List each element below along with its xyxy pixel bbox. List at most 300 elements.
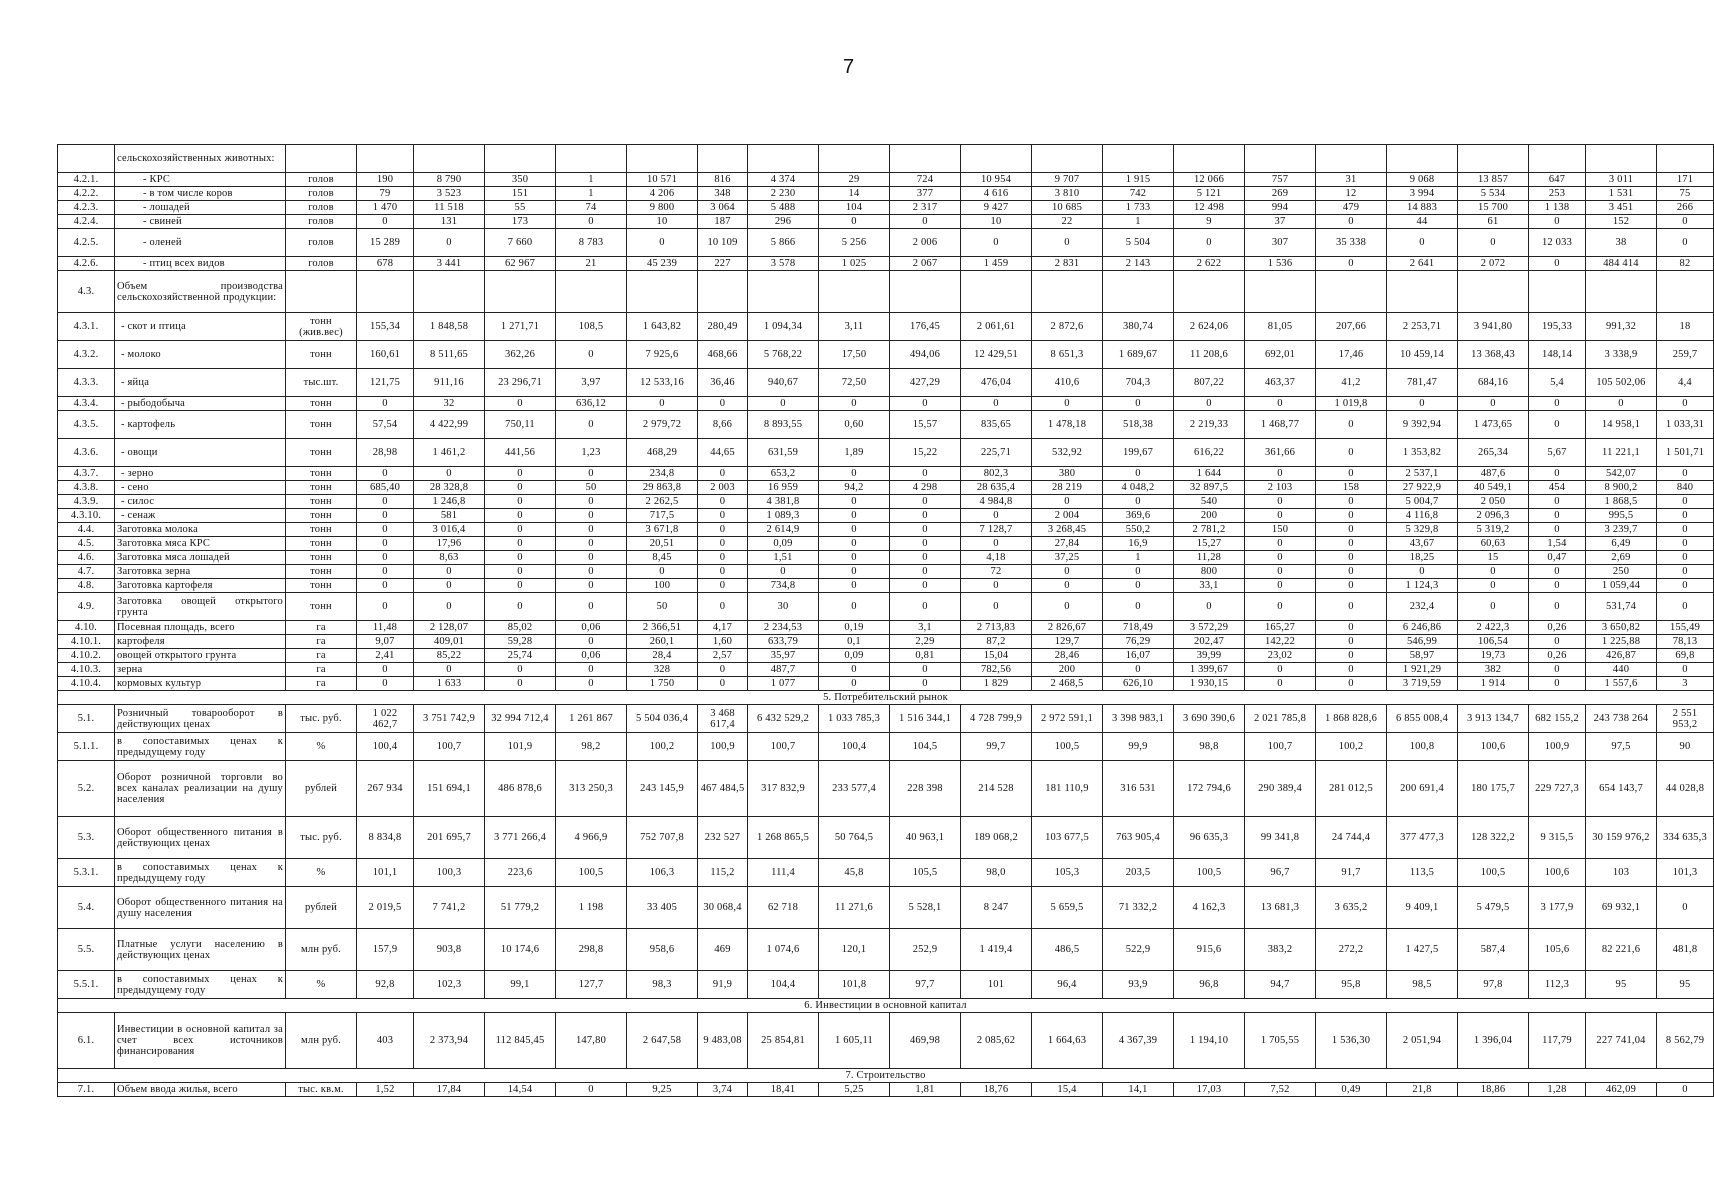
- value-cell: 0: [357, 663, 414, 677]
- value-cell: 0: [485, 537, 556, 551]
- value-cell: 807,22: [1174, 369, 1245, 397]
- indicator-name: Заготовка молока: [115, 523, 286, 537]
- value-cell: 3 635,2: [1316, 887, 1387, 929]
- value-cell: 45,8: [819, 859, 890, 887]
- indicator-name: - скот и птица: [115, 313, 286, 341]
- value-cell: 636,12: [556, 397, 627, 411]
- value-cell: 377 477,3: [1387, 817, 1458, 859]
- table-row: [58, 579, 1714, 593]
- value-cell: 2 253,71: [1387, 313, 1458, 341]
- unit: тонн: [286, 523, 357, 537]
- value-cell: 8 562,79: [1657, 1013, 1714, 1069]
- value-cell: [556, 145, 627, 173]
- value-cell: 18,76: [961, 1083, 1032, 1097]
- table-row: [58, 859, 1714, 887]
- value-cell: 100,9: [698, 733, 748, 761]
- indicator-name: кормовых культур: [115, 677, 286, 691]
- value-cell: 22: [1032, 215, 1103, 229]
- value-cell: 0: [1103, 495, 1174, 509]
- value-cell: 653,2: [748, 467, 819, 481]
- value-cell: 15,04: [961, 649, 1032, 663]
- value-cell: 0: [819, 523, 890, 537]
- value-cell: 0: [1316, 621, 1387, 635]
- value-cell: 120,1: [819, 929, 890, 971]
- value-cell: 0: [1103, 565, 1174, 579]
- unit: га: [286, 677, 357, 691]
- value-cell: 0: [357, 397, 414, 411]
- value-cell: 223,6: [485, 859, 556, 887]
- value-cell: 9 427: [961, 201, 1032, 215]
- value-cell: 0: [357, 523, 414, 537]
- value-cell: 203,5: [1103, 859, 1174, 887]
- indicator-name: Заготовка мяса КРС: [115, 537, 286, 551]
- value-cell: 704,3: [1103, 369, 1174, 397]
- row-number: 4.2.5.: [58, 229, 115, 257]
- value-cell: 0: [1032, 565, 1103, 579]
- value-cell: 0: [1529, 663, 1586, 677]
- value-cell: 29: [819, 173, 890, 187]
- value-cell: 28 219: [1032, 481, 1103, 495]
- value-cell: 33,1: [1174, 579, 1245, 593]
- value-cell: 69,8: [1657, 649, 1714, 663]
- table-row: [58, 173, 1714, 187]
- row-number: 5.1.: [58, 705, 115, 733]
- value-cell: 0: [1657, 509, 1714, 523]
- value-cell: 91,7: [1316, 859, 1387, 887]
- unit: тонн (жив.вес): [286, 313, 357, 341]
- value-cell: [1529, 145, 1586, 173]
- value-cell: 0: [1245, 593, 1316, 621]
- value-cell: 24 744,4: [1316, 817, 1387, 859]
- value-cell: 1 531: [1586, 187, 1657, 201]
- value-cell: 99,1: [485, 971, 556, 999]
- value-cell: 0: [890, 467, 961, 481]
- value-cell: [1174, 145, 1245, 173]
- value-cell: 1 399,67: [1174, 663, 1245, 677]
- value-cell: 1 194,10: [1174, 1013, 1245, 1069]
- indicator-name: - в том числе коров: [115, 187, 286, 201]
- value-cell: 0: [748, 397, 819, 411]
- value-cell: 9: [1174, 215, 1245, 229]
- value-cell: 100,5: [1174, 859, 1245, 887]
- value-cell: 0: [819, 397, 890, 411]
- value-cell: 0,06: [556, 649, 627, 663]
- value-cell: [357, 145, 414, 173]
- value-cell: 479: [1316, 201, 1387, 215]
- value-cell: 8 651,3: [1032, 341, 1103, 369]
- value-cell: 0: [1316, 565, 1387, 579]
- value-cell: 96,4: [1032, 971, 1103, 999]
- value-cell: 0: [485, 397, 556, 411]
- value-cell: 57,54: [357, 411, 414, 439]
- value-cell: 0: [1316, 579, 1387, 593]
- value-cell: 0: [485, 663, 556, 677]
- indicator-name: овощей открытого грунта: [115, 649, 286, 663]
- value-cell: 469: [698, 929, 748, 971]
- value-cell: 95,8: [1316, 971, 1387, 999]
- section-header-row: [58, 1069, 1714, 1083]
- value-cell: 0: [1103, 397, 1174, 411]
- unit: [286, 145, 357, 173]
- unit: тонн: [286, 397, 357, 411]
- unit: тыс.шт.: [286, 369, 357, 397]
- indicator-name: в сопоставимых ценах к предыдущему году: [115, 971, 286, 999]
- value-cell: 99,9: [1103, 733, 1174, 761]
- value-cell: 21,8: [1387, 1083, 1458, 1097]
- value-cell: 3 398 983,1: [1103, 705, 1174, 733]
- indicator-name: - оленей: [115, 229, 286, 257]
- value-cell: 734,8: [748, 579, 819, 593]
- value-cell: 1 461,2: [414, 439, 485, 467]
- value-cell: 940,67: [748, 369, 819, 397]
- row-number: 4.3.6.: [58, 439, 115, 467]
- value-cell: 1 915: [1103, 173, 1174, 187]
- value-cell: 0: [890, 397, 961, 411]
- value-cell: 108,5: [556, 313, 627, 341]
- value-cell: 243 145,9: [627, 761, 698, 817]
- value-cell: 10 109: [698, 229, 748, 257]
- value-cell: 1,28: [1529, 1083, 1586, 1097]
- indicator-name: сельскохозяйственных животных:: [115, 145, 286, 173]
- value-cell: 0,26: [1529, 621, 1586, 635]
- value-cell: 616,22: [1174, 439, 1245, 467]
- value-cell: 21: [556, 257, 627, 271]
- value-cell: [485, 145, 556, 173]
- value-cell: 2 373,94: [414, 1013, 485, 1069]
- value-cell: 2 050: [1458, 495, 1529, 509]
- value-cell: 915,6: [1174, 929, 1245, 971]
- value-cell: 85,02: [485, 621, 556, 635]
- value-cell: 121,75: [357, 369, 414, 397]
- value-cell: 0: [1529, 593, 1586, 621]
- value-cell: 0: [1032, 495, 1103, 509]
- value-cell: 7 660: [485, 229, 556, 257]
- indicator-name: Заготовка овощей открытого грунта: [115, 593, 286, 621]
- value-cell: 5 504: [1103, 229, 1174, 257]
- value-cell: 1 643,82: [627, 313, 698, 341]
- value-cell: 151 694,1: [414, 761, 485, 817]
- value-cell: 1 848,58: [414, 313, 485, 341]
- value-cell: 176,45: [890, 313, 961, 341]
- value-cell: 15 289: [357, 229, 414, 257]
- value-cell: [698, 145, 748, 173]
- value-cell: 2 537,1: [1387, 467, 1458, 481]
- table-row: [58, 677, 1714, 691]
- value-cell: 1 459: [961, 257, 1032, 271]
- value-cell: 0: [1316, 257, 1387, 271]
- value-cell: 0: [819, 565, 890, 579]
- value-cell: 10 459,14: [1387, 341, 1458, 369]
- unit: га: [286, 635, 357, 649]
- value-cell: 103: [1586, 859, 1657, 887]
- value-cell: 45 239: [627, 257, 698, 271]
- value-cell: 0: [357, 593, 414, 621]
- value-cell: 0: [1245, 579, 1316, 593]
- value-cell: 348: [698, 187, 748, 201]
- value-cell: 101: [961, 971, 1032, 999]
- value-cell: 94,2: [819, 481, 890, 495]
- value-cell: 518,38: [1103, 411, 1174, 439]
- row-number: 5.4.: [58, 887, 115, 929]
- value-cell: 229 727,3: [1529, 761, 1586, 817]
- value-cell: 2,41: [357, 649, 414, 663]
- value-cell: 5 121: [1174, 187, 1245, 201]
- value-cell: [698, 271, 748, 313]
- unit: тонн: [286, 537, 357, 551]
- value-cell: 44 028,8: [1657, 761, 1714, 817]
- value-cell: 0: [556, 341, 627, 369]
- value-cell: 752 707,8: [627, 817, 698, 859]
- value-cell: 550,2: [1103, 523, 1174, 537]
- table-row: [58, 649, 1714, 663]
- value-cell: 28 635,4: [961, 481, 1032, 495]
- table-row: [58, 369, 1714, 397]
- value-cell: [961, 271, 1032, 313]
- value-cell: 250: [1586, 565, 1657, 579]
- value-cell: 1 705,55: [1245, 1013, 1316, 1069]
- value-cell: 427,29: [890, 369, 961, 397]
- value-cell: 377: [890, 187, 961, 201]
- unit: голов: [286, 257, 357, 271]
- unit: тонн: [286, 467, 357, 481]
- table-row: [58, 621, 1714, 635]
- table-row: [58, 467, 1714, 481]
- value-cell: 23,02: [1245, 649, 1316, 663]
- value-cell: 4 422,99: [414, 411, 485, 439]
- value-cell: 62 967: [485, 257, 556, 271]
- value-cell: 17,84: [414, 1083, 485, 1097]
- value-cell: 5 488: [748, 201, 819, 215]
- value-cell: 0: [1529, 467, 1586, 481]
- unit: га: [286, 649, 357, 663]
- value-cell: 16,9: [1103, 537, 1174, 551]
- value-cell: 44: [1387, 215, 1458, 229]
- indicator-name: - птиц всех видов: [115, 257, 286, 271]
- value-cell: 296: [748, 215, 819, 229]
- value-cell: 0: [556, 411, 627, 439]
- value-cell: 1 268 865,5: [748, 817, 819, 859]
- row-number: 5.3.: [58, 817, 115, 859]
- value-cell: 1 396,04: [1458, 1013, 1529, 1069]
- value-cell: 0: [1458, 229, 1529, 257]
- value-cell: 3 572,29: [1174, 621, 1245, 635]
- value-cell: 581: [414, 509, 485, 523]
- value-cell: 8 511,65: [414, 341, 485, 369]
- value-cell: 454: [1529, 481, 1586, 495]
- value-cell: 106,3: [627, 859, 698, 887]
- unit: га: [286, 621, 357, 635]
- value-cell: 36,46: [698, 369, 748, 397]
- value-cell: 0: [1657, 215, 1714, 229]
- value-cell: 82 221,6: [1586, 929, 1657, 971]
- value-cell: 105,3: [1032, 859, 1103, 887]
- value-cell: 3 268,45: [1032, 523, 1103, 537]
- value-cell: 40 549,1: [1458, 481, 1529, 495]
- value-cell: 13 857: [1458, 173, 1529, 187]
- value-cell: 17,03: [1174, 1083, 1245, 1097]
- value-cell: 382: [1458, 663, 1529, 677]
- value-cell: 92,8: [357, 971, 414, 999]
- value-cell: 5 504 036,4: [627, 705, 698, 733]
- row-number: 4.2.2.: [58, 187, 115, 201]
- value-cell: 28,98: [357, 439, 414, 467]
- value-cell: 0: [556, 467, 627, 481]
- value-cell: 369,6: [1103, 509, 1174, 523]
- value-cell: 2 006: [890, 229, 961, 257]
- value-cell: 0: [1316, 439, 1387, 467]
- value-cell: 0: [1387, 397, 1458, 411]
- value-cell: 3 523: [414, 187, 485, 201]
- value-cell: [890, 145, 961, 173]
- value-cell: 30: [748, 593, 819, 621]
- table-row: [58, 971, 1714, 999]
- row-number: 4.3.1.: [58, 313, 115, 341]
- value-cell: 3 719,59: [1387, 677, 1458, 691]
- value-cell: 0: [357, 537, 414, 551]
- value-cell: 4 381,8: [748, 495, 819, 509]
- value-cell: 0: [890, 215, 961, 229]
- value-cell: 0: [414, 663, 485, 677]
- value-cell: 227 741,04: [1586, 1013, 1657, 1069]
- row-number: 4.3.7.: [58, 467, 115, 481]
- indicator-name: зерна: [115, 663, 286, 677]
- value-cell: 1 419,4: [961, 929, 1032, 971]
- value-cell: 0,49: [1316, 1083, 1387, 1097]
- value-cell: [357, 271, 414, 313]
- value-cell: 18,86: [1458, 1083, 1529, 1097]
- value-cell: 99 341,8: [1245, 817, 1316, 859]
- value-cell: [961, 145, 1032, 173]
- value-cell: 71 332,2: [1103, 887, 1174, 929]
- value-cell: 98,3: [627, 971, 698, 999]
- value-cell: 1 089,3: [748, 509, 819, 523]
- value-cell: 350: [485, 173, 556, 187]
- value-cell: 10 174,6: [485, 929, 556, 971]
- row-number: 4.6.: [58, 551, 115, 565]
- value-cell: 31: [1316, 173, 1387, 187]
- value-cell: [1458, 271, 1529, 313]
- value-cell: 3 468 617,4: [698, 705, 748, 733]
- value-cell: 0: [1316, 593, 1387, 621]
- value-cell: 802,3: [961, 467, 1032, 481]
- table-row: [58, 663, 1714, 677]
- value-cell: 79: [357, 187, 414, 201]
- value-cell: 100,4: [819, 733, 890, 761]
- value-cell: 0: [414, 579, 485, 593]
- value-cell: 5 866: [748, 229, 819, 257]
- value-cell: 0,1: [819, 635, 890, 649]
- value-cell: 1 536,30: [1316, 1013, 1387, 1069]
- value-cell: 0: [1245, 677, 1316, 691]
- value-cell: 17,50: [819, 341, 890, 369]
- value-cell: 0: [698, 551, 748, 565]
- value-cell: 403: [357, 1013, 414, 1069]
- value-cell: 3 671,8: [627, 523, 698, 537]
- value-cell: 1 689,67: [1103, 341, 1174, 369]
- value-cell: 426,87: [1586, 649, 1657, 663]
- value-cell: 383,2: [1245, 929, 1316, 971]
- value-cell: 0: [1529, 565, 1586, 579]
- value-cell: 12 033: [1529, 229, 1586, 257]
- value-cell: 1 198: [556, 887, 627, 929]
- value-cell: 33 405: [627, 887, 698, 929]
- value-cell: 99,7: [961, 733, 1032, 761]
- unit: [286, 271, 357, 313]
- value-cell: 0: [1387, 229, 1458, 257]
- value-cell: 82: [1657, 257, 1714, 271]
- value-cell: 0,19: [819, 621, 890, 635]
- value-cell: 1 501,71: [1657, 439, 1714, 467]
- table-row: [58, 271, 1714, 313]
- value-cell: 0: [890, 495, 961, 509]
- value-cell: 189 068,2: [961, 817, 1032, 859]
- value-cell: [1529, 271, 1586, 313]
- value-cell: 8 790: [414, 173, 485, 187]
- value-cell: 0: [485, 481, 556, 495]
- indicator-name: Оборот розничной торговли во всех каналах реализации на душу населения: [115, 761, 286, 817]
- value-cell: 128 322,2: [1458, 817, 1529, 859]
- value-cell: 4 162,3: [1174, 887, 1245, 929]
- value-cell: 0: [1586, 397, 1657, 411]
- value-cell: 0: [556, 523, 627, 537]
- indicator-name: в сопоставимых ценах к предыдущему году: [115, 859, 286, 887]
- value-cell: 587,4: [1458, 929, 1529, 971]
- unit: тонн: [286, 565, 357, 579]
- value-cell: 994: [1245, 201, 1316, 215]
- value-cell: 10 571: [627, 173, 698, 187]
- value-cell: 0: [556, 677, 627, 691]
- value-cell: 0: [1245, 509, 1316, 523]
- value-cell: 44,65: [698, 439, 748, 467]
- value-cell: 5 659,5: [1032, 887, 1103, 929]
- value-cell: 0: [556, 537, 627, 551]
- value-cell: 0: [1245, 495, 1316, 509]
- value-cell: 2 551 953,2: [1657, 705, 1714, 733]
- value-cell: 1 633: [414, 677, 485, 691]
- value-cell: 267 934: [357, 761, 414, 817]
- value-cell: 0,09: [819, 649, 890, 663]
- value-cell: 0: [1316, 411, 1387, 439]
- value-cell: 7 128,7: [961, 523, 1032, 537]
- unit: тонн: [286, 411, 357, 439]
- value-cell: 75: [1657, 187, 1714, 201]
- value-cell: 0: [1103, 467, 1174, 481]
- value-cell: 6 855 008,4: [1387, 705, 1458, 733]
- value-cell: 633,79: [748, 635, 819, 649]
- value-cell: 1 930,15: [1174, 677, 1245, 691]
- value-cell: 911,16: [414, 369, 485, 397]
- value-cell: 157,9: [357, 929, 414, 971]
- value-cell: 165,27: [1245, 621, 1316, 635]
- value-cell: 25,74: [485, 649, 556, 663]
- unit: тонн: [286, 509, 357, 523]
- value-cell: [1458, 145, 1529, 173]
- row-number: 4.10.2.: [58, 649, 115, 663]
- value-cell: 69 932,1: [1586, 887, 1657, 929]
- value-cell: 540: [1174, 495, 1245, 509]
- value-cell: 260,1: [627, 635, 698, 649]
- value-cell: 152: [1586, 215, 1657, 229]
- row-number: 4.10.3.: [58, 663, 115, 677]
- value-cell: 742: [1103, 187, 1174, 201]
- row-number: 4.2.6.: [58, 257, 115, 271]
- value-cell: 2 317: [890, 201, 961, 215]
- value-cell: 280,49: [698, 313, 748, 341]
- value-cell: 0: [1529, 579, 1586, 593]
- value-cell: [1387, 271, 1458, 313]
- table-row: [58, 341, 1714, 369]
- value-cell: 724: [890, 173, 961, 187]
